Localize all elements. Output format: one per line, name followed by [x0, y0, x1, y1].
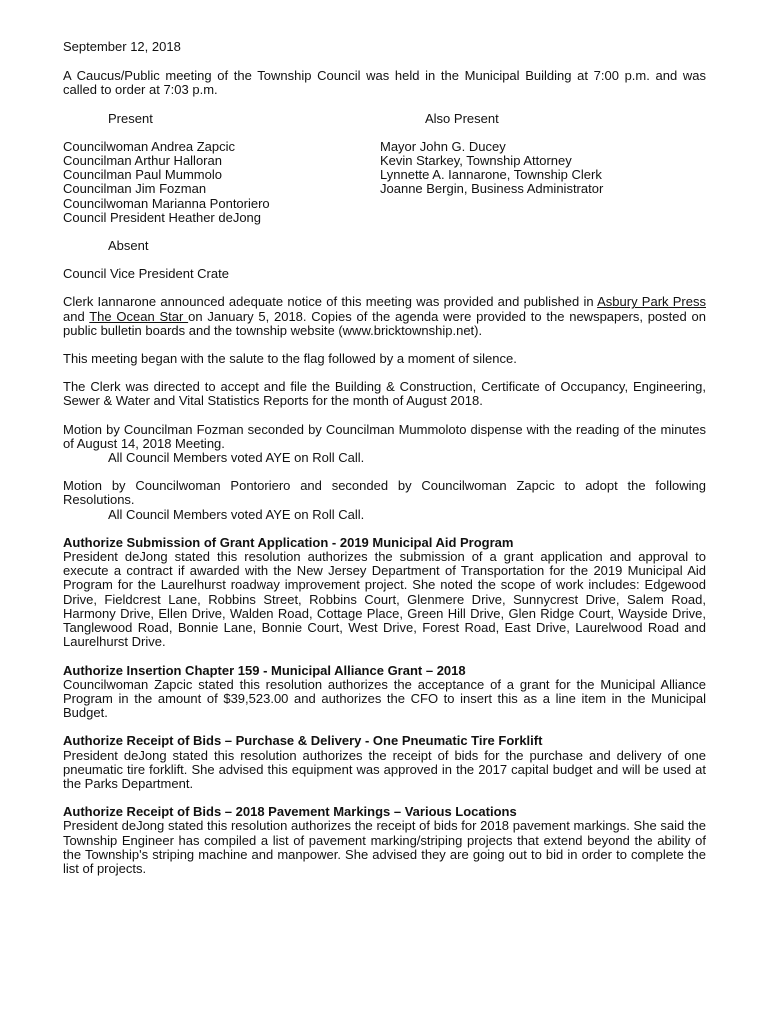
motion-minutes: Motion by Councilman Fozman seconded by Councilman Mummoloto dispense with the reading of the minutes of August 14, 2018 Meeting.: [63, 421, 706, 451]
also-present-member: Joanne Bergin, Business Administrator: [380, 181, 604, 197]
meeting-date: September 12, 2018: [63, 39, 181, 54]
motion-resolutions: Motion by Councilwoman Pontoriero and seconded by Councilwoman Zapcic to adopt the following Resolutions.: [63, 478, 706, 508]
absent-heading: Absent: [108, 238, 149, 254]
present-member: Councilman Paul Mummolo: [63, 167, 222, 183]
resolution-title: Authorize Insertion Chapter 159 - Municipal Alliance Grant – 2018: [63, 662, 466, 678]
motion-resolutions-vote: All Council Members voted AYE on Roll Call.: [108, 506, 365, 522]
resolution-title: Authorize Receipt of Bids – Purchase & Delivery - One Pneumatic Tire Forklift: [63, 733, 543, 749]
present-heading: Present: [108, 110, 153, 126]
resolution-title: Authorize Receipt of Bids – 2018 Pavement Markings – Various Locations: [63, 804, 517, 820]
present-member: Councilwoman Andrea Zapcic: [63, 138, 235, 154]
resolution-body: President deJong stated this resolution authorizes the submission of a grant application and approval to execute a contract if awarded with the New Jersey Department of Transportation for the 2019 Municipal Aid Program for the Laurelhurst roadway improvement project. She noted the scope of work includes: Edgewood Drive, Fieldcrest Lane, Robbins Street, Robbins Court, Glenmere Drive, Sunnycrest Drive, Salem Road, Harmony Drive, Ellen Drive, Walden Road, Cottage Place, Green Hill Drive, Glen Ridge Court, Wayside Drive, Tanglewood Road, Bonnie Lane, Bonnie Court, West Drive, Forest Road, East Drive, Laurelwood Road and Laurelhurst Drive.: [63, 549, 706, 650]
present-member: Council President Heather deJong: [63, 209, 262, 225]
attendance-columns: [63, 140, 706, 225]
absent-member: Council Vice President Crate: [63, 266, 229, 282]
resolution-item: [63, 805, 706, 876]
also-present-list: [380, 140, 706, 225]
present-member: Councilwoman Marianna Pontoriero: [63, 195, 270, 211]
notice-text-before: Clerk Iannarone announced adequate notice of this meeting was provided and published in: [63, 294, 598, 310]
present-list: [63, 140, 380, 225]
notice-paragraph: [63, 295, 706, 338]
resolution-body: President deJong stated this resolution authorizes the receipt of bids for the purchase and delivery of one pneumatic tire forklift. She advised this equipment was approved in the 2017 capital budget and will be used at the Parks Department.: [63, 747, 706, 791]
also-present-member: Lynnette A. Iannarone, Township Clerk: [380, 167, 602, 183]
also-present-member: Kevin Starkey, Township Attorney: [380, 153, 572, 169]
resolution-item: [63, 664, 706, 721]
intro-paragraph: A Caucus/Public meeting of the Township Council was held in the Municipal Building at 7:00 p.m. and was called to order at 7:03 p.m.: [63, 68, 706, 98]
present-member: Councilman Arthur Halloran: [63, 153, 222, 169]
resolution-title: Authorize Submission of Grant Application - 2019 Municipal Aid Program: [63, 534, 514, 550]
also-present-member: Mayor John G. Ducey: [380, 138, 506, 154]
motion-minutes-vote: All Council Members voted AYE on Roll Call.: [108, 450, 365, 466]
newspaper-ocean-star: The Ocean Star: [89, 308, 189, 324]
resolution-body: President deJong stated this resolution authorizes the receipt of bids for 2018 pavement markings. She said the Township Engineer has compiled a list of pavement marking/striping projects that extend beyond the ability of the Township's striping machine and manpower. She advised they are going out to bid in order to complete the list of projects.: [63, 818, 706, 876]
attendance-headings: [63, 112, 706, 126]
resolution-item: [63, 536, 706, 650]
resolution-item: [63, 734, 706, 791]
present-member: Councilman Jim Fozman: [63, 181, 207, 197]
notice-text-after: on January 5, 2018. Copies of the agenda were provided to the newspapers, posted on public bulletin boards and the township website (www.bricktownship.net).: [63, 308, 706, 338]
minutes-document: [63, 40, 706, 876]
salute-paragraph: This meeting began with the salute to the flag followed by a moment of silence.: [63, 351, 517, 367]
newspaper-asbury-park-press: Asbury Park Press: [597, 294, 706, 310]
also-present-heading: Also Present: [425, 110, 499, 126]
notice-text-and: and: [63, 308, 90, 324]
reports-paragraph: The Clerk was directed to accept and file the Building & Construction, Certificate of Occupancy, Engineering, Sewer & Water and Vital Statistics Reports for the month of August 2018.: [63, 379, 706, 409]
resolution-body: Councilwoman Zapcic stated this resolution authorizes the acceptance of a grant for the Municipal Alliance Program in the amount of $39,523.00 and authorizes the CFO to insert this as a line item in the Municipal Budget.: [63, 676, 706, 721]
